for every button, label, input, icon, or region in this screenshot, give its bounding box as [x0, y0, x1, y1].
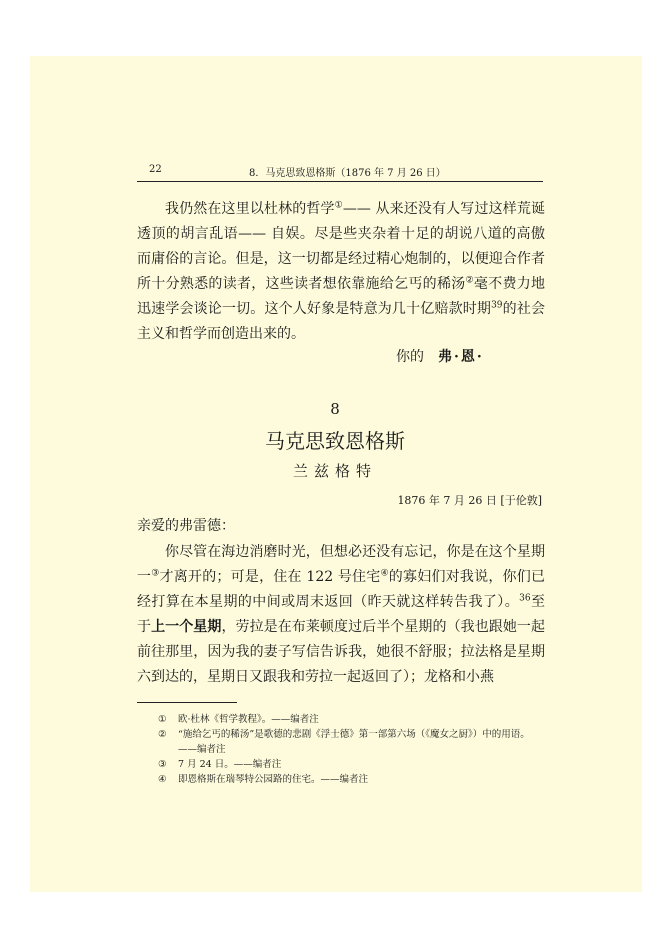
- endnote-ref[interactable]: 39: [491, 300, 503, 311]
- running-header: [137, 161, 543, 182]
- letter-place: 兰兹格特: [292, 462, 377, 480]
- footnote: [158, 712, 548, 727]
- signature-prefix: 你的: [396, 349, 424, 365]
- text-segment: —— 从来还没有人写过这样荒诞透顶的胡言乱语—— 自娱。尽是些夹杂着十足的胡说八道的高傲而庸俗的言论。但是，这一切都是经过精心炮制的，以便迎合作者所十分熟悉的读者，这些读者想依靠施给乞丐的稀汤: [137, 201, 546, 292]
- text-segment: 你尽管在海边消磨时光，但想必还没有忘记，你是在这个星期一: [137, 544, 545, 585]
- running-title: 8．马克思致恩格斯（1876 年 7 月 26 日）: [249, 168, 446, 179]
- text-segment: 至于: [137, 594, 546, 635]
- signature-name: 弗·恩·: [438, 349, 484, 365]
- page-number: 22: [149, 164, 162, 175]
- text-segment: 毫不费力地迅速学会谈论一切。这个人好象是特意为几十亿赔款时期: [137, 276, 546, 317]
- footnote-text: 欧·杜林《哲学教程》。——编者注: [178, 714, 319, 725]
- paragraph-letter-body: [137, 540, 545, 690]
- footnote: [158, 757, 548, 772]
- endnote-ref[interactable]: 36: [519, 593, 531, 604]
- footnote: [158, 772, 548, 787]
- emphasis-text: 上一个星期: [151, 619, 222, 635]
- footnote-ref[interactable]: ③: [151, 568, 160, 579]
- salutation: 亲爱的弗雷德：: [137, 518, 235, 534]
- footnote-text: “施给乞丐的稀汤”是歌德的悲剧《浮士德》第一部第六场（《魔女之厨》）中的用语。——编者注: [178, 729, 530, 755]
- text-segment: 我仍然在这里以杜林的哲学: [165, 201, 335, 217]
- footnote-text: 7 月 24 日。——编者注: [178, 759, 282, 770]
- text-segment: ，劳拉是在布莱顿度过后半个星期的（我也跟她一起前往那里，因为我的妻子写信告诉我，她很不舒服；拉法格是星期六到达的，星期日又跟我和劳拉一起返回了）；龙格和小燕: [137, 619, 546, 685]
- text-segment: 的社会主义和哲学而创造出来的。: [137, 301, 546, 342]
- footnote-mark: ①: [158, 714, 167, 725]
- footnote: [158, 727, 548, 757]
- footnote-mark: ③: [158, 759, 167, 770]
- footnote-mark: ②: [158, 729, 167, 740]
- footnote-ref[interactable]: ①: [334, 200, 343, 211]
- text-segment: 才离开的；可是，住在 122 号住宅: [159, 569, 381, 585]
- paragraph-previous-letter: [137, 197, 545, 347]
- footnote-separator: [137, 702, 237, 703]
- letter-number: 8: [330, 400, 340, 418]
- letter-date: 1876 年 7 月 26 日 [于伦敦]: [397, 494, 542, 507]
- footnotes: [158, 712, 548, 787]
- footnote-text: 即恩格斯在瑞琴特公园路的住宅。——编者注: [178, 774, 369, 785]
- footnote-ref[interactable]: ④: [380, 568, 389, 579]
- letter-title: 马克思致恩格斯: [265, 429, 405, 453]
- text-segment: 的寡妇们对我说，你们已经打算在本星期的中间或周末返回（昨天就这样转告我了）。: [137, 569, 546, 610]
- footnote-mark: ④: [158, 774, 167, 785]
- footnote-ref[interactable]: ②: [465, 275, 474, 286]
- signature: [396, 346, 484, 366]
